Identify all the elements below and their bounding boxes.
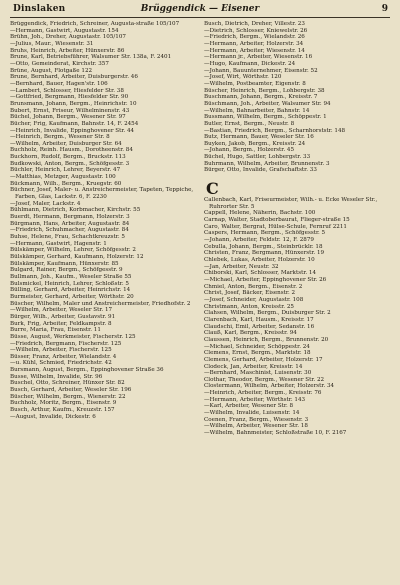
directory-entry: Bubert, Ernst, Friseur, Wilhelminenstr. 43 [10,107,130,114]
directory-entry: Büchel, Johann, Bergm., Wesener Str. 97 [10,114,126,121]
directory-entry: Bülling, Gerhard, Arbeiter, Heinrichstr. 14 [10,287,131,294]
directory-entry: Bullmann, Joh., Kaufm., Weseler Straße 55 [10,273,132,280]
directory-entry: Buschmann, Johann, Bergm., Kreisstr. 7 [204,94,318,101]
header-town: Dinslaken [13,4,66,14]
directory-entry: Chmiel, Anton, Bergm., Eisenstr. 2 [204,283,303,290]
directory-entry: Bürger, Otto, Invalide, Grafschaftstr. 33 [204,167,317,174]
directory-columns [10,21,390,437]
directory-entry: —August, Invalide, Dickestr. 6 [10,413,96,420]
directory-entry: —Matthias, Metzger, Augustastr. 100 [10,174,116,181]
directory-entry: —Lambert, Schlosser, Hiesfelder Str. 38 [10,87,124,94]
directory-entry: —Bernhard, Bauer, Hagen'str. 106 [10,80,108,87]
directory-entry: Bülskämper, Kaufmann, Hünxerstr. 85 [10,260,119,267]
section-initial-letter: C [206,179,219,199]
directory-entry: Christen, Franz, Bergmann, Hünxerstr. 19 [204,250,325,257]
directory-entry: Bursmann, August, Bergm., Eppinghovener Straße 36 [10,367,164,374]
directory-entry: Büscher, Heinrich, Bergm., Lohbergstr. 38 [204,87,325,94]
directory-entry: —Jan, Arbeiter, Neustr. 32 [204,263,279,270]
directory-entry: Buhse, Helene, Frau, Schachtkreuzstr. 5 [10,234,125,240]
directory-entry: Clostermann, Wilhelm, Arbeiter, Holzerstr. 34 [204,383,335,390]
left-column [10,21,196,437]
directory-entry: Bückmann, Wilh., Bergm., Kruegstr. 60 [10,180,122,187]
directory-entry: Brüggendick, Friedrich, Schreiner, Augusta-straße 105/107 [10,21,180,27]
directory-entry: Burre, Maria, Frau, Eisenstr. 11 [10,327,101,334]
directory-entry: Clodeck, Jan, Arbeiter, Kreisstr. 14 [204,363,303,370]
directory-entry: —Wilhelm, Arbeiter, Fischerstr. 125 [10,347,112,354]
directory-entry: —Julius, Maur., Wiesenstr. 31 [10,40,94,47]
directory-entry: Cappell, Helene, Näherin, Bachstr. 100 [204,210,316,217]
directory-entry: Buchholz, Reinh. Hausm., Dorotheenstr. 84 [10,147,133,154]
directory-entry: —Wilhelm, Arbeiter, Wesener Str. 18 [204,423,308,430]
directory-entry: —Josef, Maler, Lackstr. 4 [10,200,81,207]
directory-entry: —Hugo, Kaufmann, Dickestr. 24 [204,60,296,67]
directory-entry: —Johann, Arbeiter, Feldstr. 12, F. 2879 [204,237,314,244]
directory-entry: —Wilhelm, Invalide, Luisenstr. 14 [204,410,300,417]
directory-entry: Butler, Ernst, Bergm., Neustr. 8 [204,120,295,127]
directory-entry: Chlebek, Lukas, Arbeiter, Holzerstr. 10 [204,257,315,263]
page-number: 9 [381,4,388,14]
directory-entry: Büchler, Heinrich, Lehrer, Beyerstr. 47 [10,167,121,174]
directory-entry: —Johann, Bergm., Holzerstr. 45 [204,147,295,154]
directory-entry: Clauß, Karl, Bergm., Kreisstr. 94 [204,330,297,337]
directory-entry: Clarenbach, Karl, Hausm., Kreisstr. 17 [204,316,314,323]
section-spacer [204,174,390,180]
directory-entry: —Bernhard, Maschinist, Luisenstr. 30 [204,370,312,377]
directory-entry: Carnap, Walter, Stadtoberbaurat, Flieger-straße 15 [204,217,350,224]
directory-entry: Burk, Frig, Arbeiter, Feldkampstr. 8 [10,320,112,327]
directory-entry: —Otto, Gemeinderat, Kirchstr. 357 [10,60,109,67]
directory-entry: Busch, Gerhard, Arbeiter, Weseler Str. 196 [10,387,132,394]
directory-entry: Buerdt, Hermann, Bergmann, Holzerstr. 3 [10,214,130,221]
directory-entry: —Heinrich, Arbeiter, Bergm., Kreisstr. 76 [204,390,322,397]
directory-entry: Caro, Walter, Bergrat, Hülse-Schule, Fernruf 2211 [204,223,347,230]
directory-entry: Butz, Hermann, Bauer, Weseler Str. 16 [204,134,314,141]
directory-entry: Clemens, Gerhard, Arbeiter, Holzerstr. 17 [204,356,323,363]
directory-entry: Büsser, Franz, Arbeiter, Wielandstr. 4 [10,353,117,360]
directory-entry: Bürger, Wilh., Arbeiter, Gustavstr. 91 [10,313,116,320]
directory-entry: Busch, Dietrich, Dreher, Villestr. 23 [204,21,305,27]
directory-entry: Busse, Wilhelm, Invalide, Str. 96 [10,373,103,380]
directory-entry: Büschmann, Joh., Arbeiter, Walsumer Str. 94 [204,100,331,107]
directory-entry: —Hermann jr., Arbeiter, Wiesenstr. 16 [204,54,313,61]
directory-entry: Cebulla, Johann, Bergm., Steinbrücklr. 18 [204,243,323,250]
directory-entry: Bülskämper, Gerhard, Kaufmann, Holzerstr. 12 [10,253,144,260]
directory-entry: Budkowski, Anton, Bergm., Schöfgesstr. 3 [10,160,130,167]
directory-entry: —Bastian, Friedrich, Bergm., Scharnhorststr. 148 [204,127,346,134]
directory-entry: Brune, Bernhard, Arbeiter, Duisburgerstr. 46 [10,74,138,81]
directory-entry: Bücher, Frig, Kaufmann, Bahnstr. 14, F. 2454 [10,120,139,127]
directory-entry: —Wilhelm, Bahnmeister, Schloßstraße 10, F. 2167 [204,430,347,437]
directory-entry: Brühn, Joh., Dreher, Augustastr. 105/107 [10,34,126,41]
directory-entry: —Hermann, Arbeiter, Wörthstr. 143 [204,396,306,403]
directory-entry: Bulgard, Rainer, Bergm., Schöfgesstr. 9 [10,267,123,274]
directory-entry: Büscher, Wilhelm, Maler und Anstreichermeister, Friedhofstr. 2 [10,300,191,307]
directory-entry: —Gottfried, Bergmann, Hiesfelder Str. 90 [10,94,129,101]
directory-entry: —Johann, Bauunternehmer, Eisenstr. 52 [204,67,318,74]
directory-entry: —Friedrich, Bergmann, Fischerstr. 125 [10,340,122,347]
directory-entry: —Wilhelm, Bahnarbeiter, Bahnstr. 14 [204,107,310,114]
directory-entry: Clothar, Theodor, Bergm., Wesener Str. 22 [204,376,325,383]
directory-entry: —Heinrich, Invalide, Eppinghovener Str. 44 [10,127,135,134]
page-header [10,4,390,18]
directory-entry: —Wilhelm, Arbeiter, Weseler Str. 17 [10,307,113,314]
directory-entry: Büchel, Hugo, Sattler, Lohbergstr. 33 [204,154,311,161]
directory-entry: Christ, Josef, Bäcker, Eisenstr. 2 [204,290,296,297]
directory-entry: —Dietrich, Schlosser, Kniewelstr. 26 [204,27,308,34]
directory-entry: Büchner, Josef, Maler- u. Anstreichermeister, Tapeten, Teppiche, Farben, Glas, Lackstr. 6, F. 2230 [10,187,194,201]
directory-entry: Clemens, Ernst, Bergm., Marktstr. 18 [204,350,311,357]
directory-entry: Buyken, Jakob, Bergm., Kreisstr. 24 [204,140,306,147]
directory-entry: Claudschi, Emil, Arbeiter, Sedanstr. 16 [204,323,315,330]
directory-entry: Bühlmann, Dietrich, Korbmacher, Kirchstr. 55 [10,207,141,214]
directory-entry: Brune, Karl, Betriebsführer, Walsumer Str. 138a, F. 2401 [10,54,172,61]
directory-entry: —Friedrich, Bergm., Wielandstr. 26 [204,34,305,41]
directory-entry: Bussmann, Wilhelm, Bergm., Schöppestr. 1 [204,114,327,121]
directory-entry: —Josef, Wirt, Wörthstr. 120 [204,74,282,81]
directory-entry: —Karl, Arbeiter, Wesener Str. 8 [204,403,294,410]
directory-entry: —u. Kühl, Schmied, Friedrichstr. 42 [10,360,112,367]
directory-entry: Buschel, Otto, Schreiner, Hünxer Str. 82 [10,380,125,387]
directory-entry: Büscher, Wilhelm, Bergm., Wienerstr. 22 [10,393,126,400]
directory-entry: Busch, Arthur, Kaufm., Kreuzstr. 157 [10,407,115,414]
right-column [204,21,390,437]
directory-entry: Callenbach, Karl, Friseurmeister, Wilh.- u. Ecke Weseler Str., Ruhrorter Str. 5 [204,197,378,210]
directory-entry: —Hermann, Gastwirt, Augustastr. 154 [10,27,119,34]
directory-entry: Bruhs, Heinrich, Arbeiter, Hünxerstr. 86 [10,47,125,54]
directory-entry: Coenen, Franz, Bergm., Wiesenstr. 3 [204,416,309,423]
directory-entry: Clahsen, Wilhelm, Bergm., Duisburger Str. 2 [204,310,331,317]
directory-entry: —Heinrich, Bergm., Wesener Str. 8 [10,134,110,141]
directory-entry: —Josef, Schneider, Augustastr. 108 [204,296,304,303]
directory-entry: —Wilhelm, Arbeiter, Duisburger Str. 64 [10,140,122,147]
directory-entry: —Hermann, Arbeiter, Wiesenstr. 14 [204,47,305,54]
directory-entry: Büsse, August, Werkmeister, Fischerstr. 125 [10,333,136,340]
directory-entry: Caspers, Hermann, Bergm., Schöfgesstr. 5 [204,230,326,237]
directory-entry: —Michael, Schneider, Schöppestr. 24 [204,343,310,350]
directory-entry: Burmeister, Gerhard, Arbeiter, Wörthstr. 20 [10,293,134,300]
header-range: Brüggendick — Eisener [140,4,260,14]
directory-entry: Bülskämper, Wilhelm, Lehrer, Schöfgesstr. 2 [10,247,136,254]
directory-entry: Claussen, Heinrich, Bergm., Brunnenstr. 20 [204,336,329,343]
directory-entry: Christmann, Anton, Kreisstr. 25 [204,303,294,310]
directory-entry: Bürgmann, Hans, Arbeiter, Augustastr. 84 [10,220,130,227]
directory-entry: —Hermann, Arbeiter, Holzerstr. 34 [204,40,304,47]
directory-entry: —Hermann, Gastwirt, Hagenstr. 1 [10,240,107,247]
directory-entry: Chiborski, Karl, Schlosser, Marktstr. 14 [204,270,317,277]
directory-entry: Brüne, August, Flotgaße 122 [10,67,93,74]
directory-entry: —Michael, Arbeiter, Eppinghovener Str. 26 [204,276,327,283]
directory-entry: Buchholz, Moritz, Bergm., Eisenstr. 9 [10,400,117,407]
directory-entry: Bulsmickel, Heinrich, Lehrer, Schloßstr. 5 [10,280,129,287]
directory-entry: —Friedrich, Schuhmacher, Augustastr. 84 [10,227,129,234]
directory-entry: —Wilhelm, Postbeamter, Eigenstr. 8 [204,80,306,87]
directory-entry: Buckhorn, Rudolf, Bergm., Bruckstr. 113 [10,154,126,161]
directory-entry: Buhrmann, Wilhelm, Arbeiter, Brunnenstr. 3 [204,160,330,167]
directory-entry: Brunsmann, Johann, Bergm., Heinrichstr. 10 [10,100,137,107]
